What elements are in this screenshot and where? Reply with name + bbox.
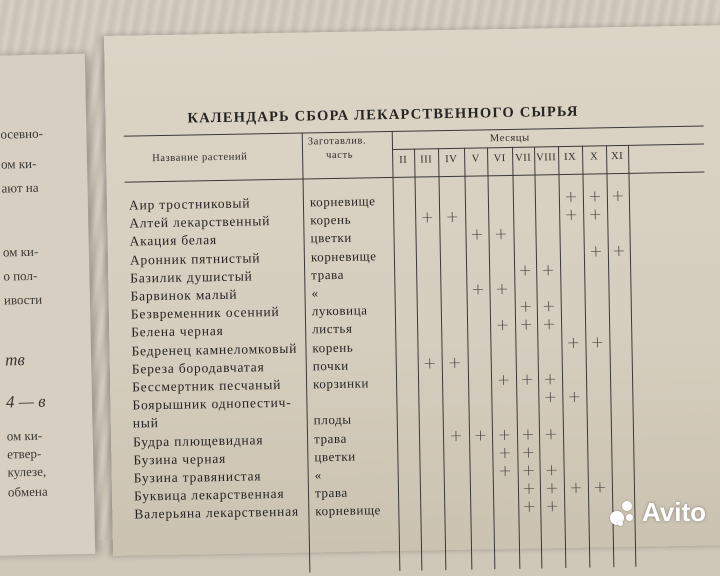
harvest-mark-VII: + — [521, 442, 536, 462]
harvest-mark-X: + — [590, 331, 605, 352]
left-page-fragment: етвер- — [6, 445, 42, 462]
harvested-part: « — [314, 467, 322, 483]
left-page-fragment: о пол- — [3, 267, 38, 284]
harvest-mark-VIII: + — [541, 259, 556, 280]
month-header: VIII — [536, 152, 557, 164]
month-header: III — [420, 154, 433, 166]
harvest-mark-V: + — [470, 224, 484, 245]
avito-watermark-text: Avito — [641, 497, 706, 527]
harvest-mark-VI: + — [494, 224, 508, 244]
harvest-mark-X: + — [587, 186, 602, 206]
plant-name: Будра плющевидная — [132, 431, 264, 450]
harvest-mark-VI: + — [497, 442, 512, 462]
harvest-mark-VII: + — [518, 260, 533, 280]
book-page — [104, 25, 720, 556]
plant-name: Бузина травянистая — [133, 468, 262, 486]
harvest-mark-IX: + — [564, 186, 578, 206]
plant-name: Валерьяна лекарственная — [134, 504, 300, 522]
harvest-mark-X: + — [593, 477, 607, 497]
left-page-fragment: ивости — [3, 291, 43, 308]
harvested-part: корневище — [309, 193, 376, 210]
harvested-part: « — [311, 285, 319, 301]
month-header: IX — [564, 151, 577, 163]
plant-name: Алтей лекарственный — [129, 213, 271, 231]
plant-name: Барвинок малый — [130, 286, 238, 304]
harvest-mark-IX: + — [566, 332, 581, 352]
plant-name: Бузина черная — [133, 450, 227, 468]
plant-name: Акация белая — [129, 232, 218, 249]
avito-watermark — [608, 497, 706, 528]
month-header: X — [590, 151, 599, 163]
left-page-fragment: ают на — [1, 179, 39, 196]
harvest-mark-XI: + — [610, 185, 625, 206]
harvest-mark-V: + — [471, 279, 485, 299]
month-header: IV — [445, 153, 458, 166]
harvested-part: цветки — [310, 230, 353, 246]
plant-name: Береза бородавчатая — [131, 359, 265, 377]
harvested-part: трава — [314, 485, 348, 501]
harvest-mark-VIII: + — [543, 387, 558, 407]
harvested-part: корень — [310, 211, 352, 228]
harvest-mark-X: + — [588, 204, 603, 224]
harvest-mark-IX: + — [567, 386, 582, 407]
harvested-part: листья — [312, 321, 353, 337]
harvest-mark-VIII: + — [542, 314, 556, 334]
left-page — [0, 54, 95, 556]
left-page-fragment: ом ки- — [6, 427, 43, 444]
harvest-mark-VII: + — [522, 496, 537, 517]
harvest-mark-VI: + — [496, 369, 511, 390]
plant-name: Аронник пятнистый — [129, 249, 261, 268]
harvested-part: цветки — [314, 448, 356, 465]
month-header: II — [399, 154, 408, 166]
harvest-mark-VII: + — [521, 460, 536, 480]
plant-name: Базилик душистый — [130, 268, 253, 286]
harvest-mark-IX: + — [569, 477, 583, 498]
harvest-mark-VII: + — [521, 424, 535, 444]
harvest-mark-VI: + — [495, 315, 510, 335]
left-page-fragment: 4 — в — [5, 391, 46, 412]
harvest-mark-XI: + — [611, 240, 626, 260]
harvested-part: трава — [313, 430, 348, 446]
harvested-part: почки — [312, 357, 349, 374]
left-page-fragment: ом ки- — [0, 155, 37, 172]
left-page-fragment: обмена — [7, 483, 48, 500]
harvested-part: корневище — [310, 247, 377, 265]
harvest-mark-VIII: + — [545, 496, 560, 516]
harvest-mark-IX: + — [564, 204, 579, 225]
left-page-fragment: ом ки- — [2, 243, 39, 260]
month-header: V — [471, 153, 480, 165]
harvest-mark-VI: + — [495, 278, 509, 299]
harvested-part: корень — [312, 339, 354, 356]
harvest-mark-VII: + — [522, 478, 536, 498]
header-part-line1: Заготавлив. — [307, 135, 367, 148]
harvest-mark-VIII: + — [543, 369, 557, 389]
left-page-fragment: тв — [4, 350, 25, 370]
harvest-mark-III: + — [420, 207, 435, 227]
header-months: Месяцы — [489, 132, 530, 145]
harvest-mark-VII: + — [518, 296, 533, 316]
harvest-mark-VII: + — [520, 369, 534, 389]
plant-name: Безвременник осенний — [130, 304, 280, 322]
harvest-mark-IV: + — [447, 352, 462, 372]
harvested-part: луковица — [311, 302, 368, 319]
harvest-mark-VIII: + — [544, 423, 558, 443]
harvest-mark-X: + — [588, 240, 603, 261]
harvest-mark-III: + — [422, 353, 437, 373]
harvest-mark-IV: + — [445, 207, 460, 227]
avito-dots-icon — [608, 499, 636, 527]
table-title: КАЛЕНДАРЬ СБОРА ЛЕКАРСТВЕННОГО СЫРЬЯ — [187, 103, 579, 127]
plant-name: Аир тростниковый — [128, 195, 251, 213]
plant-name: Бедренец камнеломковый — [131, 340, 298, 359]
month-header: XI — [611, 150, 624, 163]
header-plant-name: Название растений — [152, 151, 248, 165]
harvest-mark-VIII: + — [541, 296, 556, 316]
plant-name: Бессмертник песчаный — [132, 376, 282, 395]
plant-name: Буквица лекарственная — [133, 486, 285, 504]
plant-name: ный — [132, 415, 159, 431]
left-page-fragment: осевно- — [0, 125, 44, 142]
harvest-mark-IV: + — [449, 425, 463, 445]
harvest-mark-VI: + — [498, 460, 513, 481]
harvest-mark-VIII: + — [544, 460, 559, 480]
month-header: VI — [493, 153, 506, 165]
harvest-mark-V: + — [473, 424, 488, 445]
harvested-part: плоды — [313, 412, 352, 428]
left-page-fragment: кулезе, — [7, 463, 47, 480]
header-top-rule — [124, 126, 704, 137]
harvest-mark-VI: + — [497, 424, 512, 444]
harvest-mark-VIII: + — [545, 478, 559, 498]
harvest-mark-VII: + — [519, 314, 533, 335]
plant-name: Боярышник однопестич- — [132, 394, 292, 413]
month-header: VII — [515, 152, 532, 164]
harvested-part: корзинки — [312, 375, 370, 392]
harvested-part: трава — [311, 266, 345, 283]
header-part-line2: часть — [326, 149, 354, 162]
harvested-part: корневище — [315, 502, 382, 519]
plant-name: Белена черная — [131, 323, 224, 340]
